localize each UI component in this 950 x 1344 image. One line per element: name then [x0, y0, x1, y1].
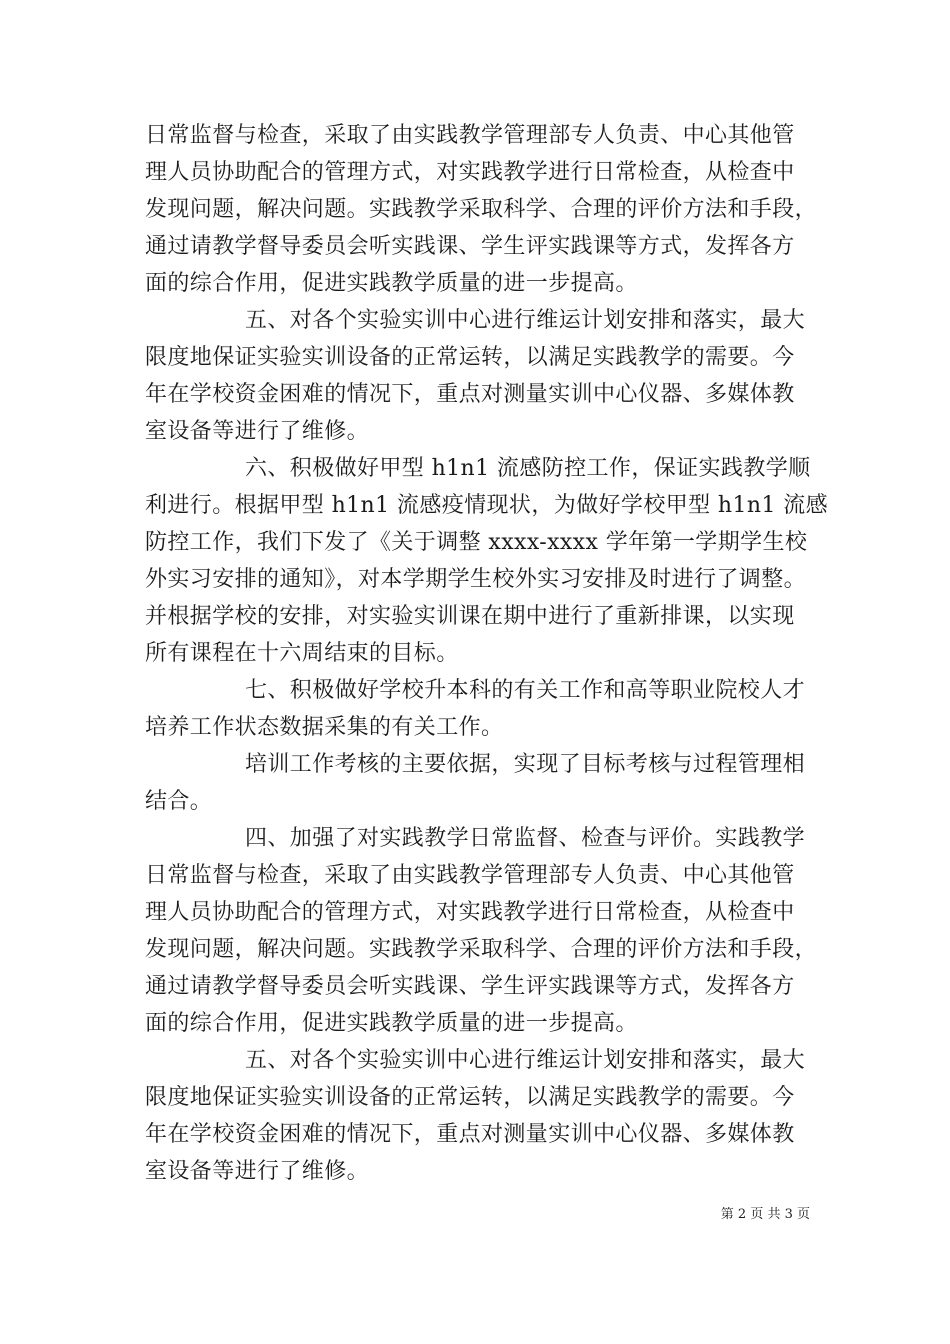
text-line: 理人员协助配合的管理方式，对实践教学进行日常检查，从检查中 [145, 160, 795, 185]
paragraph-start-line: 五、对各个实验实训中心进行维运计划安排和落实，最大 [245, 308, 806, 333]
paragraph-start-line: 四、加强了对实践教学日常监督、检查与评价。实践教学 [245, 826, 806, 851]
text-line: 外实习安排的通知》，对本学期学生校外实习安排及时进行了调整。 [145, 567, 807, 592]
paragraph-start-line: 六、积极做好甲型 h1n1 流感防控工作，保证实践教学顺 [245, 456, 811, 481]
text-line: 面的综合作用，促进实践教学质量的进一步提高。 [145, 271, 638, 296]
page-number-footer: 第 2 页 共 3 页 [720, 1207, 810, 1222]
text-line: 所有课程在十六周结束的目标。 [145, 641, 459, 666]
text-line: 限度地保证实验实训设备的正常运转，以满足实践教学的需要。今 [145, 345, 795, 370]
text-line: 年在学校资金困难的情况下，重点对测量实训中心仪器、多媒体教 [145, 382, 795, 407]
text-line: 防控工作，我们下发了《关于调整 xxxx-xxxx 学年第一学期学生校 [145, 530, 808, 555]
text-line: 室设备等进行了维修。 [145, 1159, 370, 1184]
text-line: 日常监督与检查，采取了由实践教学管理部专人负责、中心其他管 [145, 123, 795, 148]
text-line: 面的综合作用，促进实践教学质量的进一步提高。 [145, 1011, 638, 1036]
paragraph-start-line: 七、积极做好学校升本科的有关工作和高等职业院校人才 [245, 678, 806, 703]
paragraph-start-line: 培训工作考核的主要依据，实现了目标考核与过程管理相 [245, 752, 806, 777]
text-line: 培养工作状态数据采集的有关工作。 [145, 715, 504, 740]
text-line: 发现问题，解决问题。实践教学采取科学、合理的评价方法和手段， [145, 197, 818, 222]
text-line: 并根据学校的安排，对实验实训课在期中进行了重新排课，以实现 [145, 604, 795, 629]
text-line: 年在学校资金困难的情况下，重点对测量实训中心仪器、多媒体教 [145, 1122, 795, 1147]
text-line: 利进行。根据甲型 h1n1 流感疫情现状，为做好学校甲型 h1n1 流感 [145, 493, 829, 518]
paragraph-start-line: 五、对各个实验实训中心进行维运计划安排和落实，最大 [245, 1048, 806, 1073]
text-line: 发现问题，解决问题。实践教学采取科学、合理的评价方法和手段， [145, 937, 818, 962]
text-line: 日常监督与检查，采取了由实践教学管理部专人负责、中心其他管 [145, 863, 795, 888]
text-line: 通过请教学督导委员会听实践课、学生评实践课等方式，发挥各方 [145, 974, 795, 999]
text-line: 结合。 [145, 789, 213, 814]
text-line: 限度地保证实验实训设备的正常运转，以满足实践教学的需要。今 [145, 1085, 795, 1110]
text-line: 通过请教学督导委员会听实践课、学生评实践课等方式，发挥各方 [145, 234, 795, 259]
text-line: 理人员协助配合的管理方式，对实践教学进行日常检查，从检查中 [145, 900, 795, 925]
text-line: 室设备等进行了维修。 [145, 419, 370, 444]
